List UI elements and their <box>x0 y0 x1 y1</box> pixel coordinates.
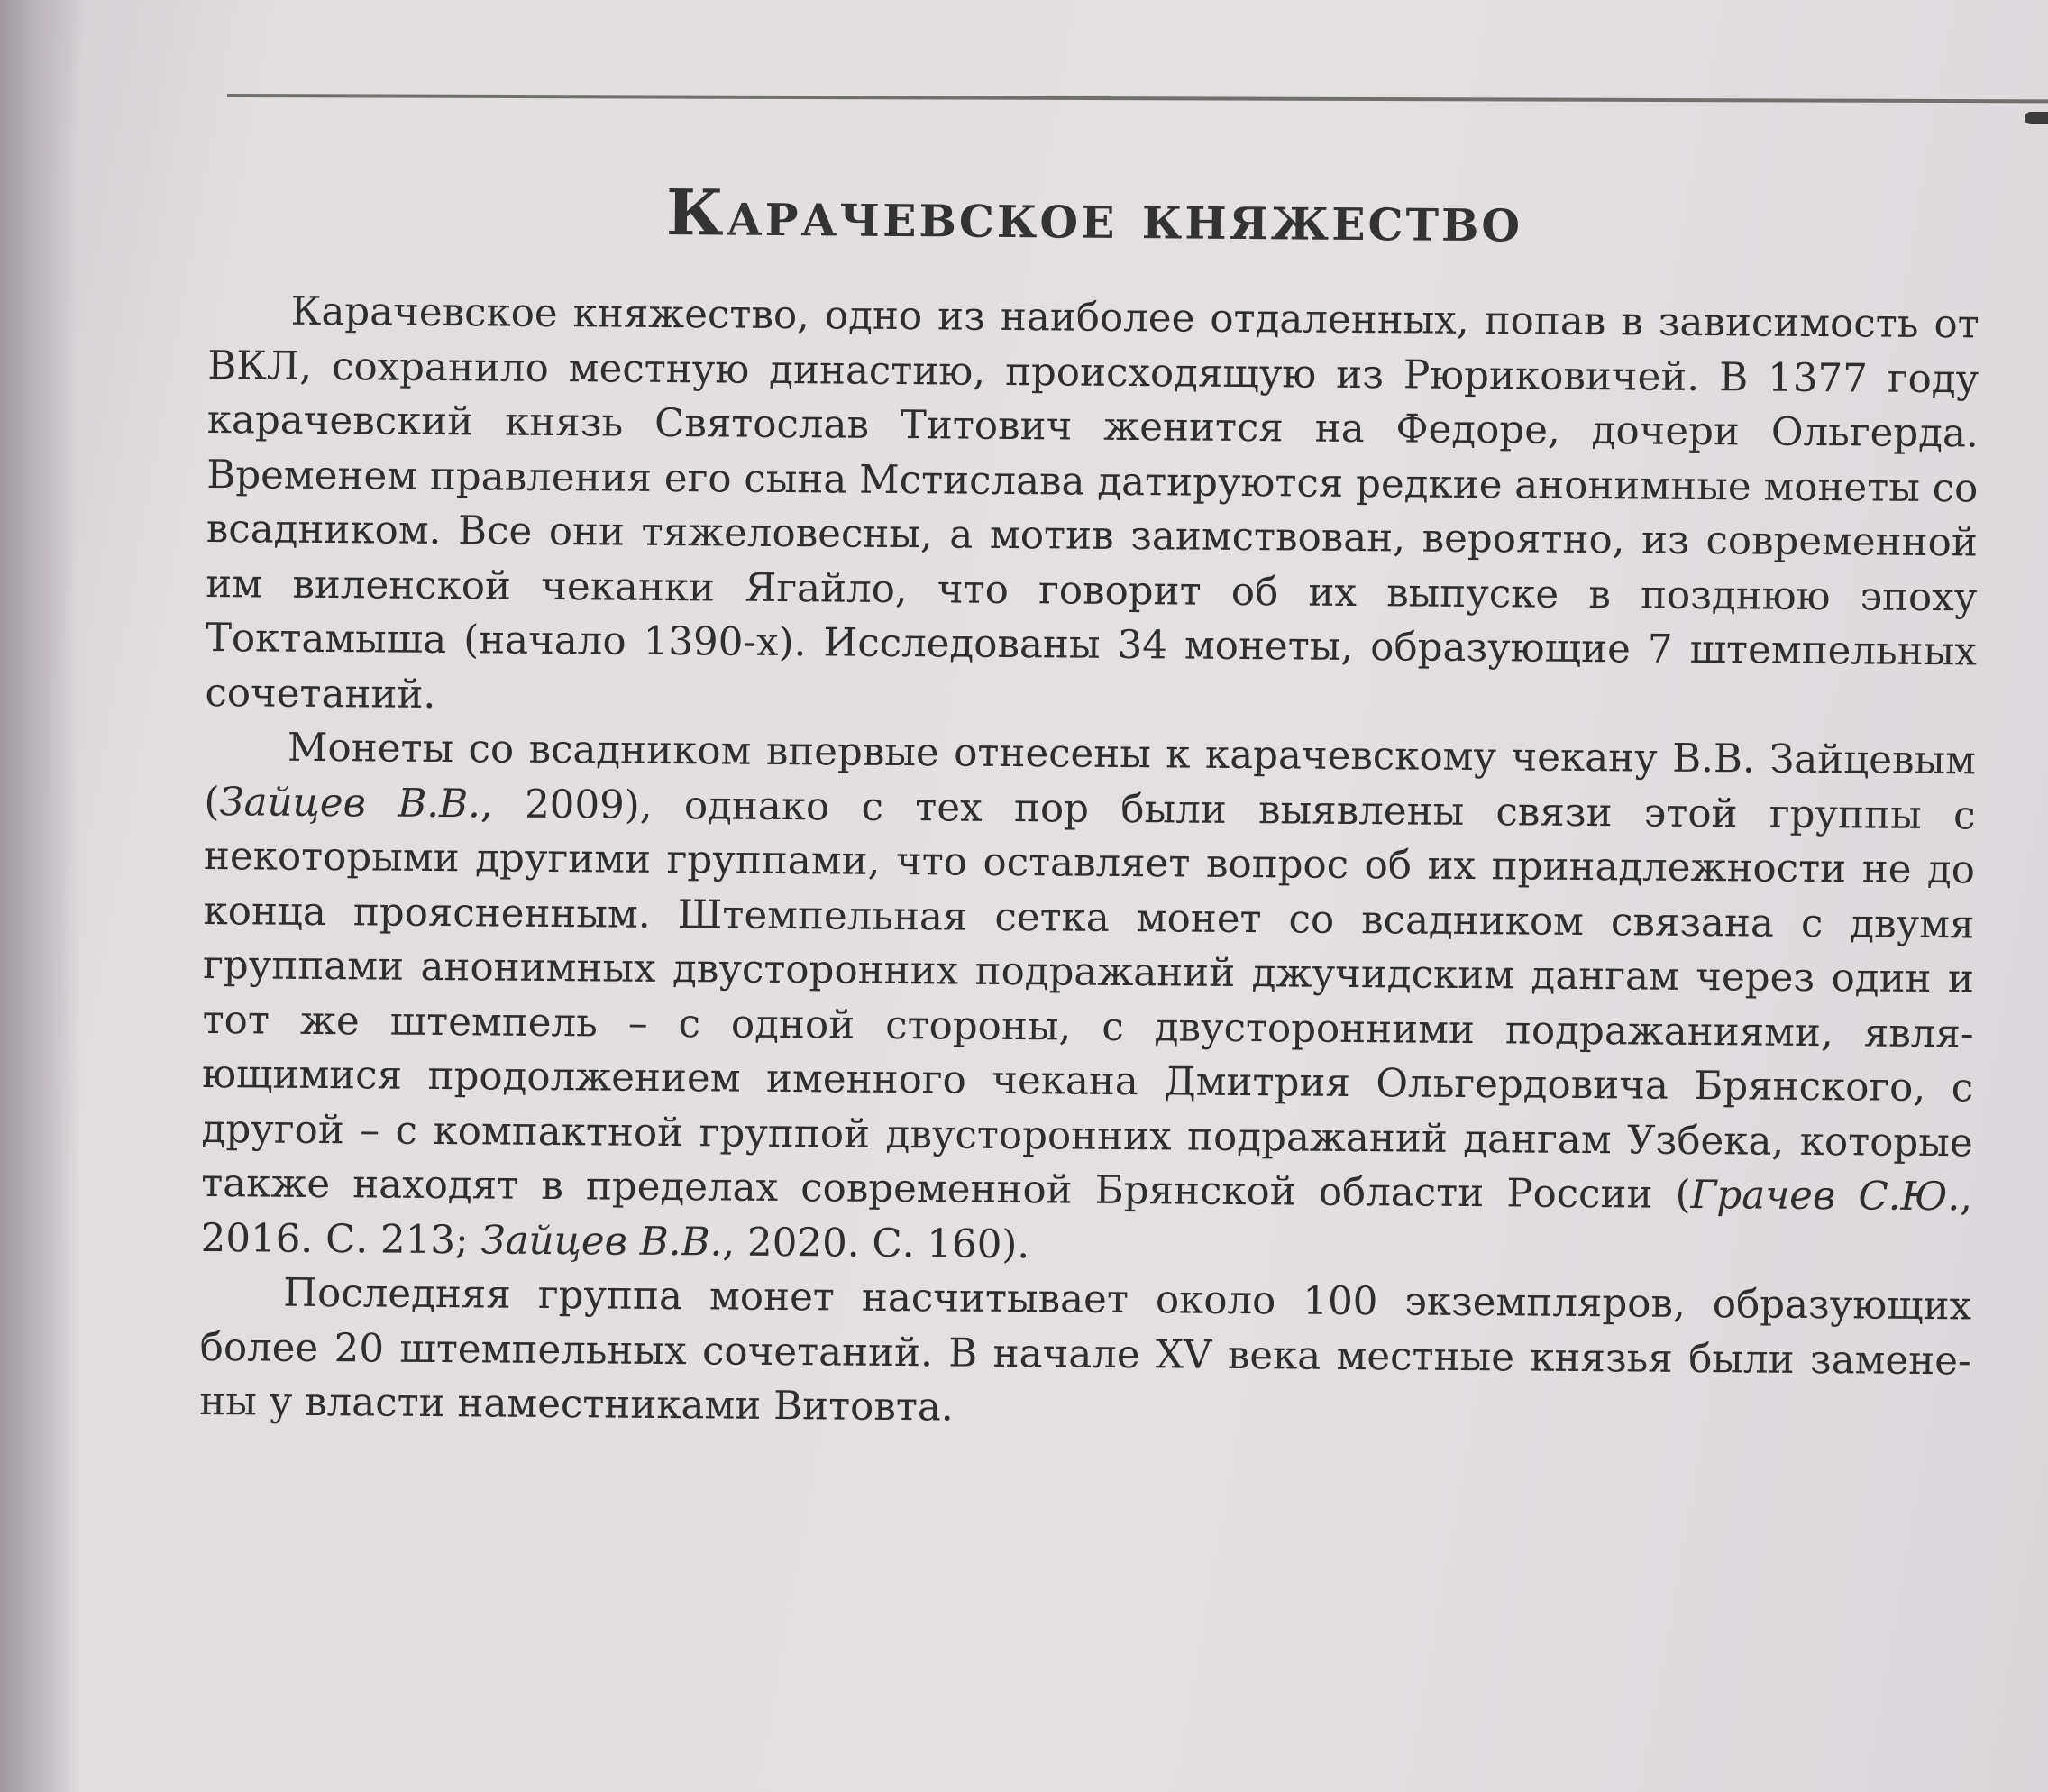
citation-author: Зайцев В.В. <box>219 779 481 827</box>
page-edge-mark <box>2025 112 2048 124</box>
header-rule <box>227 94 2048 103</box>
gutter-shadow <box>0 0 81 1792</box>
paragraph-2 <box>200 720 1976 1279</box>
citation-author: Грачев С.Ю. <box>1690 1172 1961 1221</box>
paragraph-text: , 2020. С. 160). <box>722 1220 1030 1267</box>
paragraph-text: Монеты со всадником впервые отнесены к карачевскому чекану В.В. Зайцевым ( <box>204 725 1977 825</box>
paragraph-text: Карачевское княжество, одно из наиболее отдаленных, попав в зависимость от ВКЛ, сохранило местную династию, происходящую из Рюриковичей. В 1377 году карачевский князь Святослав Титович женится на Федоре, дочери Ольгерда. Временем правления его сына Мстислава датируются редкие анонимные монеты со всадником. Все они тяжеловесны, а мотив заимствован, вероятно, из современной им виленской чеканки Ягайло, что говорит об их выпуске в позднюю эпоху Токтамыша (начало 1390-х). Исследованы 34 монеты, образующие 7 штемпельных сочетаний. <box>205 288 1979 718</box>
paragraph-3 <box>199 1266 1971 1443</box>
page-content <box>199 171 1980 1443</box>
chapter-title: Карачевское княжество <box>665 174 1523 257</box>
paragraph-text: , 2009), однако с тех пор были выявлены связи этой группы с некоторыми другими группами, что оставляет вопрос об их принадлежности не до конца проясненным. Штемпельная сетка монет со всадником связана с двумя группами анонимных двусторонних подражаний джучидским дангам через один и тот же штемпель – с одной стороны, с двусторонними подражаниями, являющимися продолжением именного чекана Дмитрия Ольгердовича Брянского, с другой – с компактной группой двусторонних подражаний дангам Узбека, которые также находят в пределах современной Брянской области России ( <box>200 781 1976 1218</box>
paragraph-text: , 2016. С. 213; <box>200 1175 1973 1263</box>
citation-author: Зайцев В.В. <box>480 1217 723 1266</box>
paragraph-1 <box>205 284 1979 734</box>
paragraph-text: Последняя группа монет насчитывает около 100 экземпляров, образующих более 20 штемпельных сочетаний. В начале XV века местные князья были заменены у власти наместниками Витовта. <box>199 1270 1972 1431</box>
